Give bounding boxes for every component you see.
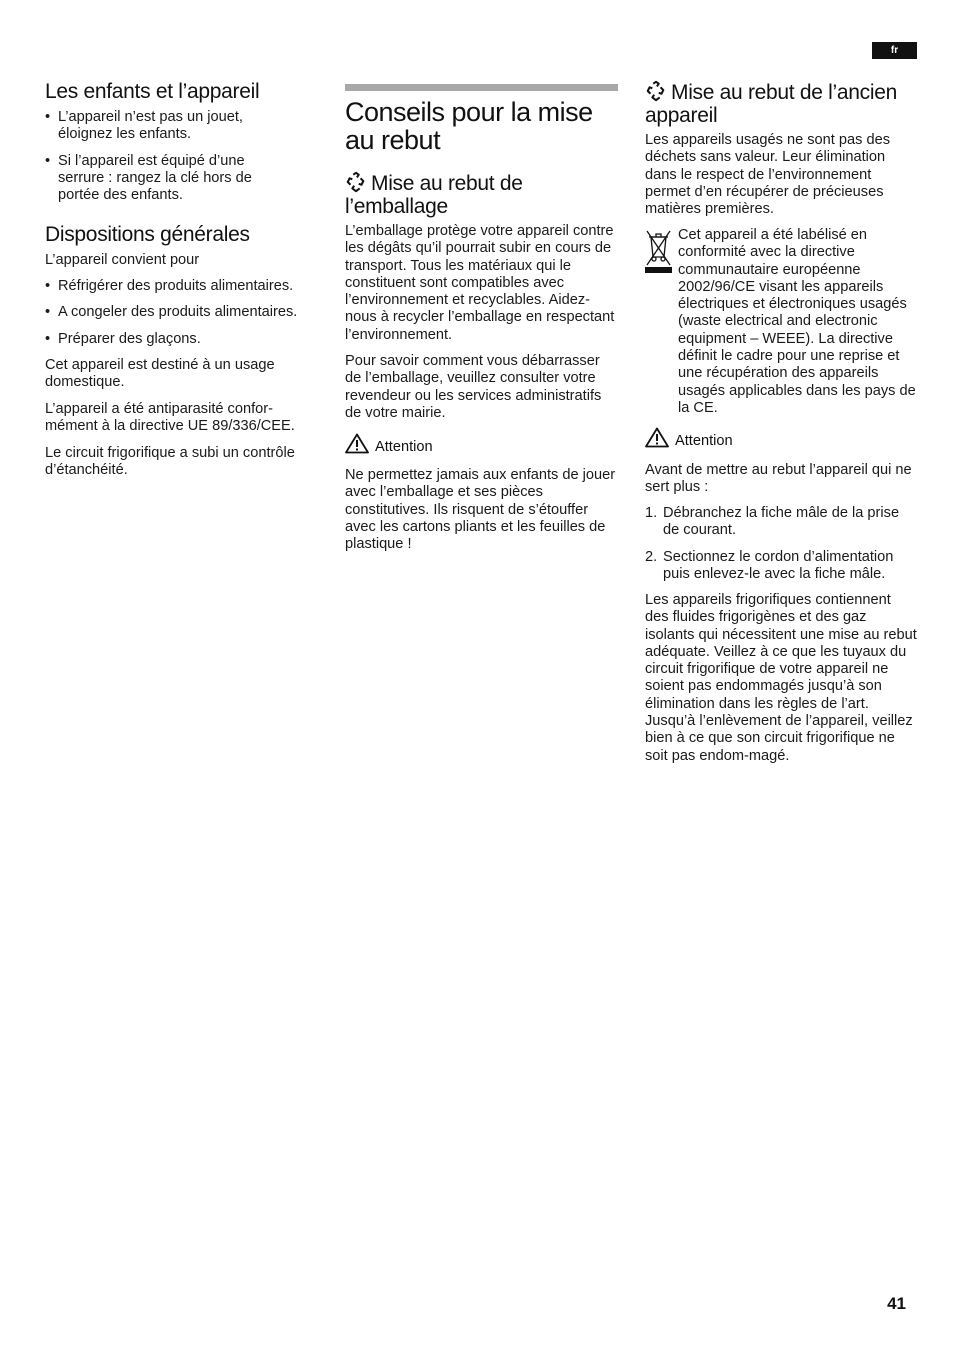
appliance-intro-paragraph: Les appareils usagés ne sont pas des déchets sans valeur. Leur élimination dans le respect de l’environnement permet d’en récupérer de précieuses matières premières.: [645, 132, 891, 218]
appliance-disposal-title: [645, 80, 917, 127]
interference-paragraph: L’appareil a été antiparasité confor-mément à la directive UE 89/336/CEE.: [45, 401, 295, 435]
list-item: • L’appareil n’est pas un jouet, éloignez les enfants.: [45, 109, 270, 144]
step-number: 2.: [645, 548, 658, 565]
attention-label: Attention: [375, 439, 433, 455]
general-intro: L’appareil convient pour: [45, 252, 200, 268]
children-bullet-list: [45, 109, 270, 204]
step-number: 1.: [645, 505, 658, 521]
disposal-steps-list: [645, 505, 917, 583]
crossed-bin-icon: [645, 227, 672, 273]
packaging-title-text: Mise au rebut de l’emballage: [345, 172, 523, 218]
attention-intro-paragraph: Avant de mettre au rebut l’appareil qui ne sert plus :: [645, 462, 912, 496]
packaging-paragraph-1: L’emballage protège votre appareil contre les dégâts qu’il pourrait subir en cours de transport. Tous les matériaux qui le constituent sont compatibles avec l’environnement et recyclables. Aidez-nous à recycler l’emballage en respectant l’environnement.: [345, 223, 615, 343]
list-item: [645, 505, 917, 540]
attention-heading: [645, 427, 733, 451]
domestic-paragraph: Cet appareil est destiné à un usage domestique.: [45, 357, 275, 391]
closing-paragraph: Les appareils frigorifiques contiennent des fluides frigorigènes et des gaz isolants qui nécessitent une mise au rebut adéquate. Veillez à ce que les tuyaux du circuit frigorifique de votre appareil ne soient pas endommagés jusqu’à son élimination dans les règles de l’art. Jusqu’à l’enlèvement de l’appareil, veillez bien à ce que son circuit frigorifique ne soit pas endom-magé.: [645, 592, 917, 764]
language-badge: fr: [872, 42, 917, 59]
appliance-title-text: Mise au rebut de l’ancien appareil: [645, 81, 897, 127]
attention-heading: [345, 433, 433, 457]
general-bullet-list: [45, 278, 317, 348]
step-text: Débranchez la fiche mâle de la prise de courant.: [663, 505, 900, 539]
page-title: Conseils pour la mise au rebut: [345, 97, 593, 155]
circuit-paragraph: Le circuit frigorifique a subi un contrôle d’étanchéité.: [45, 445, 295, 479]
section-rule: [345, 84, 618, 91]
list-item: • Préparer des glaçons.: [45, 331, 317, 348]
list-item: • A congeler des produits alimentaires.: [45, 304, 317, 321]
weee-paragraph: Cet appareil a été labélisé en conformité avec la directive communautaire européenne 2002/96/CE visant les appareils électriques et électroniques usagés (waste electrical and electronic equipment – WEEE). La directive définit le cadre pour une reprise et une récupération des appareils usagés applicables dans les pays de la CE.: [678, 227, 916, 416]
children-section-title: Les enfants et l’appareil: [45, 80, 260, 103]
packaging-section-title: [345, 171, 618, 218]
list-item: [645, 549, 917, 584]
packaging-paragraph-2: Pour savoir comment vous débarrasser de l’emballage, veuillez consulter votre revendeur ou les services administratifs de votre mairie.: [345, 353, 602, 421]
warning-icon: [345, 433, 369, 454]
recycle-icon: [645, 80, 667, 102]
recycle-icon: [345, 171, 367, 193]
page-number: 41: [887, 1294, 906, 1313]
attention-paragraph: Ne permettez jamais aux enfants de jouer avec l’emballage et ses pièces constitutives. Ils risquent de s’étouffer avec les cartons pliants et les feuilles de plastique !: [345, 467, 616, 553]
warning-icon: [645, 427, 669, 448]
attention-label: Attention: [675, 433, 733, 449]
general-section-title: Dispositions générales: [45, 223, 250, 246]
weee-block: [645, 227, 917, 417]
list-item: • Réfrigérer des produits alimentaires.: [45, 278, 317, 295]
step-text: Sectionnez le cordon d’alimentation puis enlevez-le avec la fiche mâle.: [663, 548, 894, 582]
list-item: • Si l’appareil est équipé d’une serrure : rangez la clé hors de portée des enfants.: [45, 153, 258, 205]
